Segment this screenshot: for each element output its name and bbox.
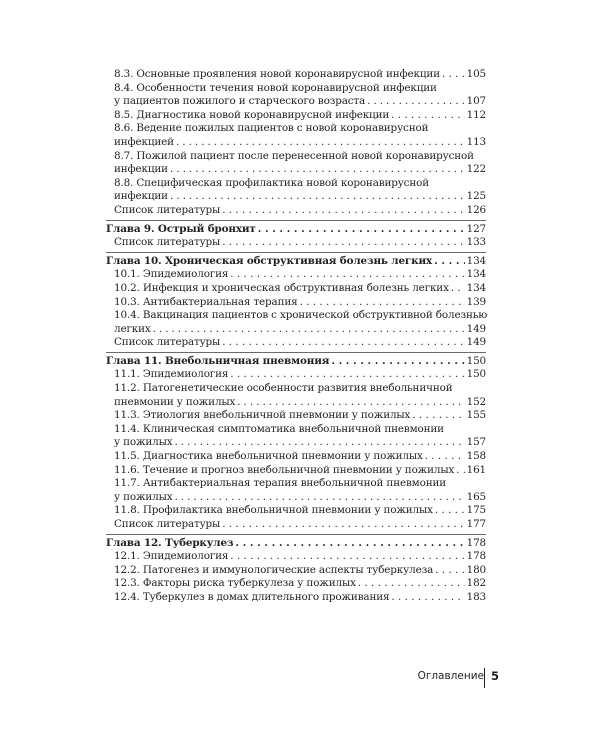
leader-dots	[230, 368, 464, 382]
toc-entry-title: 10.1. Эпидемиология	[114, 268, 229, 281]
toc-entry-title: 10.3. Антибактериальная терапия	[114, 295, 298, 308]
toc-entry	[106, 518, 486, 532]
toc-chapter-entry	[106, 355, 486, 369]
toc-page-number: 158	[466, 450, 486, 463]
toc-entry	[106, 477, 486, 504]
toc-page-number: 134	[466, 254, 486, 267]
toc-entry-title-line2: инфекции	[114, 190, 168, 203]
leader-dots	[222, 236, 464, 250]
toc-entry-title: 11.8. Профилактика внебольничной пневмонии у пожилых	[114, 504, 433, 517]
toc-entry-title-line2: у пожилых	[114, 436, 173, 449]
toc-entry-title: Глава 11. Внебольничная пневмония	[106, 354, 330, 367]
toc-entry	[106, 564, 486, 578]
leader-dots	[300, 296, 465, 310]
toc-entry	[106, 282, 486, 296]
leader-dots	[442, 68, 465, 82]
toc-chapter-entry	[106, 223, 486, 237]
toc-entry-title: 11.1. Эпидемиология	[114, 368, 229, 381]
toc-page-number: 155	[466, 409, 486, 422]
toc-entry	[106, 68, 486, 82]
toc-page-number: 150	[466, 354, 486, 367]
page-footer	[0, 668, 600, 692]
leader-dots	[170, 190, 465, 204]
toc-entry-title: Список литературы	[114, 236, 221, 249]
leader-dots	[258, 223, 465, 237]
toc-page-number: 134	[466, 268, 486, 281]
toc-entry-title: 12.4. Туберкулез в домах длительного проживания	[114, 590, 390, 603]
leader-dots	[358, 577, 465, 591]
toc-entry	[106, 409, 486, 423]
toc-page-number: 150	[466, 368, 486, 381]
leader-dots	[456, 464, 464, 478]
toc-page-number: 182	[466, 577, 486, 590]
leader-dots	[435, 564, 464, 578]
leader-dots	[412, 409, 464, 423]
toc-entry-title: 12.2. Патогенез и иммунологические аспекты туберкулеза	[114, 563, 434, 576]
toc-entry-title: 8.5. Диагностика новой коронавирусной инфекции	[114, 108, 390, 121]
toc-entry-title-line1: 11.7. Антибактериальная терапия внебольничной пневмонии	[114, 477, 447, 490]
toc-page-number: 122	[466, 163, 486, 176]
leader-dots	[230, 268, 464, 282]
toc-page-number: 127	[466, 222, 486, 235]
toc-page-number: 183	[466, 590, 486, 603]
toc-entry	[106, 296, 486, 310]
toc-entry-title-line2: инфекции	[114, 163, 168, 176]
leader-dots	[451, 282, 465, 296]
chapter-divider	[106, 352, 486, 353]
toc-entry-title-line1: 8.8. Специфическая профилактика новой коронавирусной	[114, 176, 430, 189]
leader-dots	[391, 591, 464, 605]
toc-page-number: 175	[466, 504, 486, 517]
toc-entry	[106, 236, 486, 250]
toc-page-number: 178	[466, 536, 486, 549]
toc-entry	[106, 204, 486, 218]
leader-dots	[174, 436, 464, 450]
toc-entry-title-line2: у пациентов пожилого и старческого возраста	[114, 95, 366, 108]
toc-entry-title: Глава 9. Острый бронхит	[106, 222, 256, 235]
toc-page-number: 133	[466, 236, 486, 249]
chapter-divider	[106, 534, 486, 535]
toc-entry	[106, 336, 486, 350]
toc-entry-title: 11.3. Этиология внебольничной пневмонии у пожилых	[114, 409, 411, 422]
toc-entry	[106, 122, 486, 149]
leader-dots	[425, 450, 465, 464]
table-of-contents	[106, 68, 486, 605]
toc-entry	[106, 177, 486, 204]
toc-entry	[106, 464, 486, 478]
leader-dots	[176, 136, 465, 150]
toc-page-number: 180	[466, 563, 486, 576]
toc-entry	[106, 268, 486, 282]
toc-chapter-entry	[106, 255, 486, 269]
toc-entry-title: Список литературы	[114, 518, 221, 530]
leader-dots	[174, 491, 464, 505]
toc-page-number: 139	[466, 295, 486, 308]
chapter-divider	[106, 220, 486, 221]
toc-entry	[106, 368, 486, 382]
leader-dots	[222, 204, 464, 218]
toc-entry	[106, 109, 486, 123]
leader-dots	[367, 95, 465, 109]
toc-entry-title-line1: 10.4. Вакцинация пациентов с хронической обструктивной болезнью	[114, 309, 488, 322]
page-number: 5	[491, 669, 500, 683]
toc-entry-title: 8.3. Основные проявления новой коронавирусной инфекции	[114, 68, 440, 80]
toc-entry-title-line1: 8.6. Ведение пожилых пациентов с новой коронавирусной	[114, 122, 429, 135]
toc-page-number: 134	[466, 281, 486, 294]
toc-entry-title-line2: легких	[114, 322, 151, 335]
toc-page-number: 178	[466, 550, 486, 563]
toc-page-number: 161	[466, 463, 486, 476]
footer-divider	[484, 668, 485, 688]
toc-chapter-entry	[106, 537, 486, 551]
leader-dots	[237, 396, 464, 410]
toc-entry	[106, 577, 486, 591]
toc-page-number: 113	[466, 135, 486, 148]
toc-entry	[106, 550, 486, 564]
toc-entry	[106, 591, 486, 605]
leader-dots	[331, 355, 464, 369]
chapter-divider	[106, 252, 486, 253]
toc-entry-title: Список литературы	[114, 203, 221, 216]
toc-page-number: 177	[466, 518, 486, 530]
toc-entry-title-line2: у пожилых	[114, 490, 173, 503]
toc-page-number: 152	[466, 395, 486, 408]
running-footer-title: Оглавление	[417, 670, 484, 682]
toc-entry-title: 11.6. Течение и прогноз внебольничной пневмонии у пожилых	[114, 463, 455, 476]
toc-entry-title: 12.1. Эпидемиология	[114, 550, 229, 563]
leader-dots	[391, 109, 464, 123]
leader-dots	[222, 518, 464, 532]
toc-entry-title-line1: 11.2. Патогенетические особенности развития внебольничной	[114, 382, 453, 395]
toc-page-number: 125	[466, 190, 486, 203]
leader-dots	[435, 504, 465, 518]
toc-entry-title: 10.2. Инфекция и хроническая обструктивная болезнь легких	[114, 281, 449, 294]
toc-page-number: 105	[466, 68, 486, 80]
leader-dots	[170, 163, 465, 177]
toc-entry-title: 12.3. Факторы риска туберкулеза у пожилых	[114, 577, 356, 590]
toc-entry-title-line1: 11.4. Клиническая симптоматика внебольничной пневмонии	[114, 422, 444, 435]
toc-entry-title: 11.5. Диагностика внебольничной пневмонии у пожилых	[114, 450, 423, 463]
toc-entry	[106, 309, 486, 336]
toc-entry	[106, 423, 486, 450]
toc-page-number: 112	[466, 108, 486, 121]
toc-entry	[106, 504, 486, 518]
leader-dots	[222, 336, 464, 350]
toc-entry	[106, 82, 486, 109]
toc-entry-title-line1: 8.7. Пожилой пациент после перенесенной новой коронавирусной	[114, 149, 474, 162]
leader-dots	[235, 537, 464, 551]
leader-dots	[230, 550, 464, 564]
toc-entry-title: Глава 10. Хроническая обструктивная болезнь легких	[106, 254, 433, 267]
toc-entry-title-line2: пневмонии у пожилых	[114, 395, 236, 408]
toc-entry-title: Список литературы	[114, 336, 221, 349]
toc-entry-title-line2: инфекцией	[114, 135, 174, 148]
toc-page-number: 165	[466, 490, 486, 503]
toc-entry-title-line1: 8.4. Особенности течения новой коронавирусной инфекции	[114, 81, 437, 94]
toc-page-number: 126	[466, 203, 486, 216]
leader-dots	[153, 323, 465, 337]
toc-page-number: 149	[466, 336, 486, 349]
toc-entry	[106, 150, 486, 177]
toc-page-number: 107	[466, 95, 486, 108]
toc-page-number: 149	[466, 322, 486, 335]
toc-page-number: 157	[466, 436, 486, 449]
leader-dots	[434, 255, 465, 269]
toc-entry	[106, 450, 486, 464]
toc-entry	[106, 382, 486, 409]
toc-entry-title: Глава 12. Туберкулез	[106, 536, 234, 549]
